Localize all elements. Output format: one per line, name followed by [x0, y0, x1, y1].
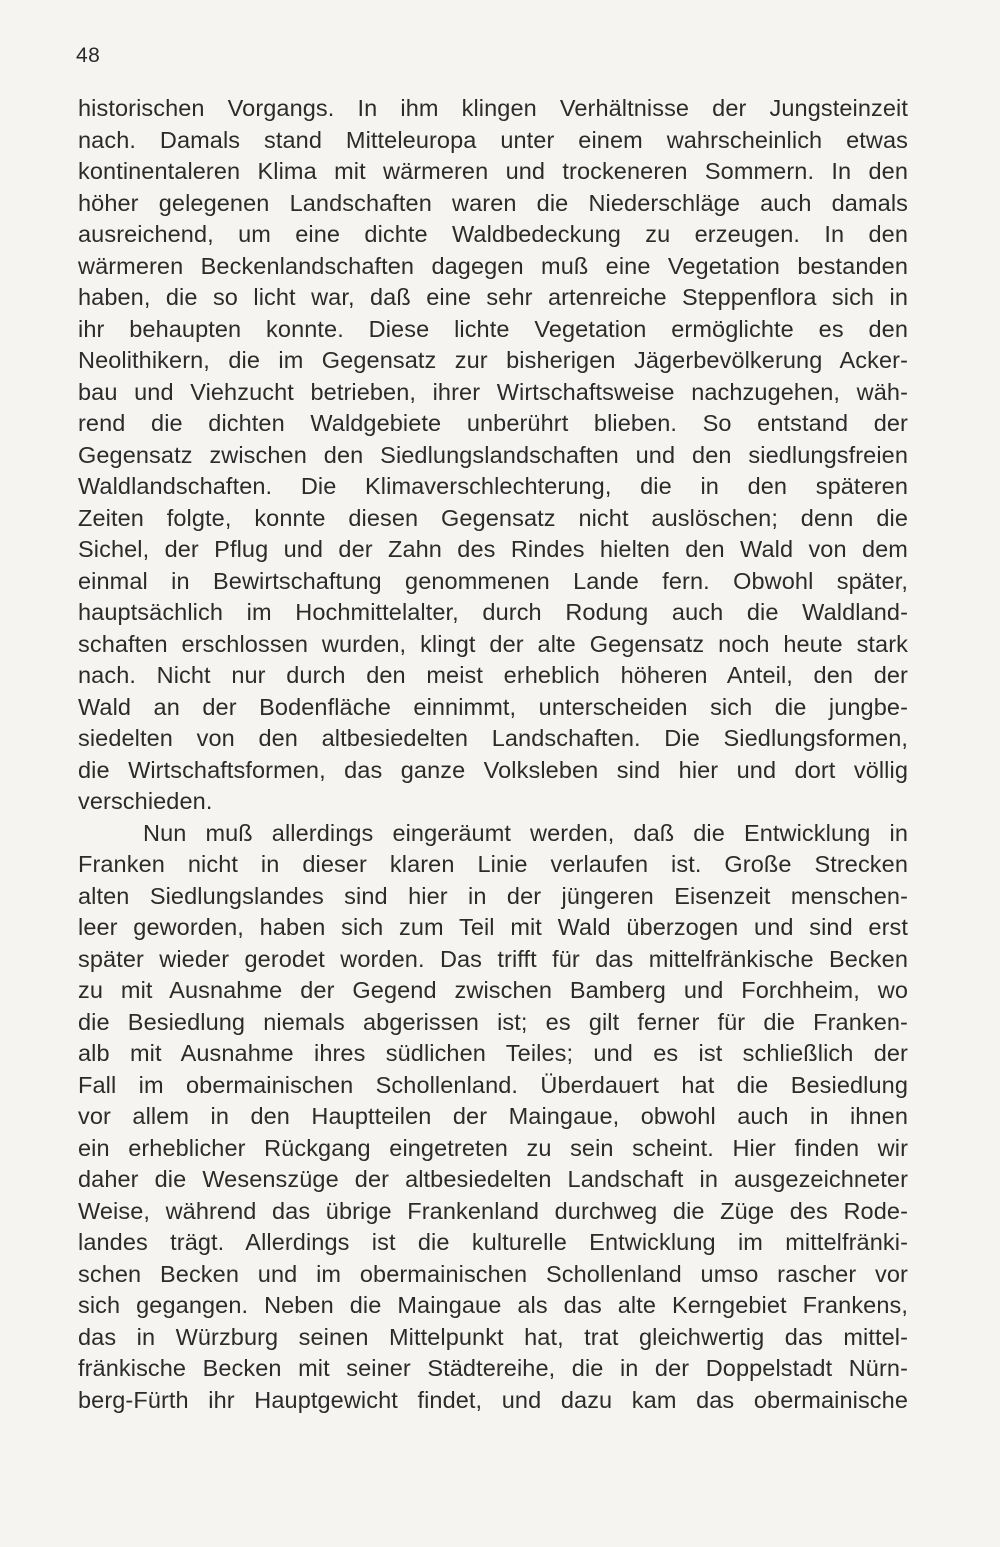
text-line: ausreichend, um eine dichte Waldbedeckung zu erzeugen. In den — [78, 221, 908, 247]
text-line: siedelten von den altbesiedelten Landschaften. Die Siedlungsformen, — [78, 725, 908, 751]
text-line: verschieden. — [78, 788, 213, 814]
text-line: alb mit Ausnahme ihres südlichen Teiles; und es ist schließlich der — [78, 1040, 908, 1066]
text-line: Neolithikern, die im Gegensatz zur bisherigen Jägerbevölkerung Acker- — [78, 347, 908, 373]
text-line: zu mit Ausnahme der Gegend zwischen Bamberg und Forchheim, wo — [78, 977, 908, 1003]
text-line: Nun muß allerdings eingeräumt werden, daß die Entwicklung in — [143, 819, 908, 846]
text-line: Gegensatz zwischen den Siedlungslandschaften und den siedlungsfreien — [78, 441, 908, 468]
text-line: sich gegangen. Neben die Maingaue als das alte Kerngebiet Frankens, — [78, 1292, 908, 1318]
text-line: vor allem in den Hauptteilen der Maingaue, obwohl auch in ihnen — [78, 1103, 908, 1129]
text-line: Weise, während das übrige Frankenland durchweg die Züge des Rode- — [78, 1197, 908, 1224]
text-line: rend die dichten Waldgebiete unberührt blieben. So entstand der — [78, 410, 908, 436]
text-line: nach. Damals stand Mitteleuropa unter einem wahrscheinlich etwas — [78, 126, 908, 153]
text-line: wärmeren Beckenlandschaften dagegen muß eine Vegetation bestanden — [78, 252, 908, 279]
text-line: schen Becken und im obermainischen Schollenland umso rascher vor — [78, 1260, 908, 1287]
text-line: alten Siedlungslandes sind hier in der jüngeren Eisenzeit menschen- — [78, 882, 908, 909]
text-line: bau und Viehzucht betrieben, ihrer Wirtschaftsweise nachzugehen, wäh- — [78, 378, 908, 405]
text-line: das in Würzburg seinen Mittelpunkt hat, trat gleichwertig das mittel- — [78, 1323, 908, 1350]
text-line: daher die Wesenszüge der altbesiedelten Landschaft in ausgezeichneter — [78, 1166, 908, 1192]
text-line: historischen Vorgangs. In ihm klingen Verhältnisse der Jungsteinzeit — [78, 95, 908, 121]
text-line: später wieder gerodet worden. Das trifft für das mittelfränkische Becken — [78, 945, 908, 972]
text-line: schaften erschlossen wurden, klingt der alte Gegensatz noch heute stark — [78, 630, 908, 657]
text-line: die Besiedlung niemals abgerissen ist; es gilt ferner für die Franken- — [78, 1008, 908, 1035]
text-line: Waldlandschaften. Die Klimaverschlechterung, die in den späteren — [78, 473, 908, 499]
text-line: Wald an der Bodenfläche einnimmt, unterscheiden sich die jungbe- — [78, 693, 908, 720]
text-line: Zeiten folgte, konnte diesen Gegensatz nicht auslöschen; denn die — [78, 504, 908, 531]
text-line: die Wirtschaftsformen, das ganze Volksleben sind hier und dort völlig — [78, 756, 908, 783]
text-line: kontinentaleren Klima mit wärmeren und trockeneren Sommern. In den — [78, 158, 908, 184]
text-line: fränkische Becken mit seiner Städtereihe, die in der Doppelstadt Nürn- — [78, 1355, 908, 1381]
text-line: berg-Fürth ihr Hauptgewicht findet, und dazu kam das obermainische — [78, 1386, 908, 1413]
text-line: einmal in Bewirtschaftung genommenen Lande fern. Obwohl später, — [78, 567, 908, 594]
page-number: 48 — [76, 44, 101, 67]
text-line: höher gelegenen Landschaften waren die Niederschläge auch damals — [78, 189, 908, 216]
text-line: hauptsächlich im Hochmittelalter, durch Rodung auch die Waldland- — [78, 599, 908, 625]
text-line: Franken nicht in dieser klaren Linie verlaufen ist. Große Strecken — [78, 851, 908, 877]
text-line: haben, die so licht war, daß eine sehr artenreiche Steppenflora sich in — [78, 284, 908, 310]
text-line: Sichel, der Pflug und der Zahn des Rindes hielten den Wald von dem — [78, 536, 908, 562]
text-line: landes trägt. Allerdings ist die kulturelle Entwicklung im mittelfränki- — [78, 1229, 908, 1255]
text-line: ihr behaupten konnte. Diese lichte Vegetation ermöglichte es den — [78, 315, 908, 342]
text-line: Fall im obermainischen Schollenland. Überdauert hat die Besiedlung — [78, 1071, 908, 1098]
text-line: nach. Nicht nur durch den meist erheblich höheren Anteil, den der — [78, 662, 908, 688]
text-line: ein erheblicher Rückgang eingetreten zu sein scheint. Hier finden wir — [78, 1134, 908, 1161]
text-line: leer geworden, haben sich zum Teil mit Wald überzogen und sind erst — [78, 914, 908, 940]
body-text — [78, 93, 908, 1416]
